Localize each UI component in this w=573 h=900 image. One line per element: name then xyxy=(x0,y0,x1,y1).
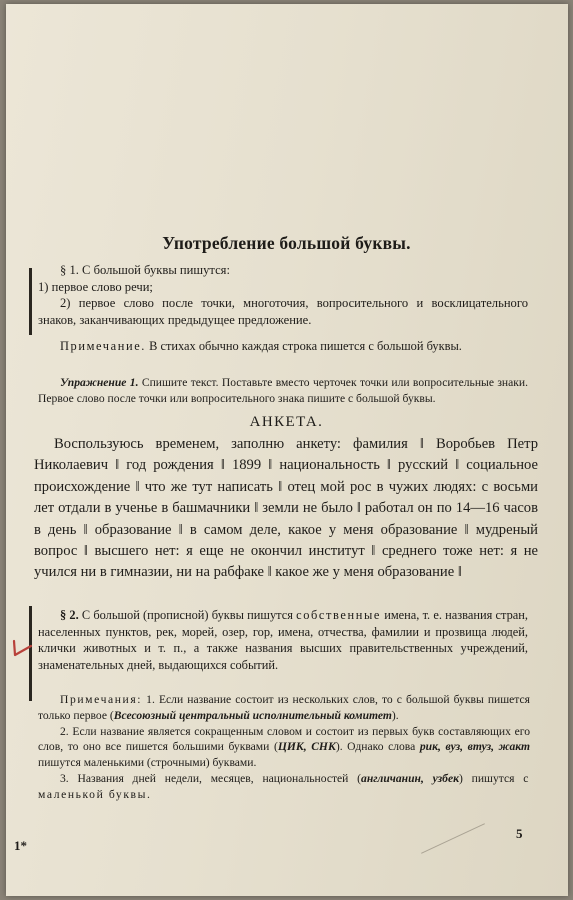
section-1-heading: § 1. С большой буквы пишутся: xyxy=(60,263,230,277)
note-2-3-text: 3. Названия дней недели, месяцев, национальностей ( xyxy=(60,771,362,785)
section-2-text-a: С большой (прописной) буквы пишутся xyxy=(78,608,297,622)
anketa-text: Воспользуюсь временем, заполню анкету: фамилия ‖ Воробьев Петр Николаевич ‖ год рождения ‖ 1899 ‖ национальность ‖ русский ‖ социальное происхождение ‖ что же тут написать ‖ отец мой рос в чужих людях: с восьми лет отдали в ученье в башмачники ‖ земли не было ‖ работал он по 14—16 часов в день ‖ образование ‖ в самом деле, какое у меня образование ‖ мудреный вопрос ‖ высшего нет: я еще не окончил институт ‖ среднего тоже нет: я не учился ни в гимназии, ни на рабфаке ‖ какое же у меня образование ‖ xyxy=(34,436,538,581)
note-2-3 xyxy=(38,771,530,803)
section-2-text-b: имена, т. е. названия стран, населенных пунктов, рек, морей, озер, гор, имена, отчества, фамилии и прозвища людей, клички животных и т. п., а также названия высших правительственных учреждений, знаменательных дней, выдающихся событий. xyxy=(38,608,528,672)
note-2-3-end: . xyxy=(147,787,150,801)
margin-rule-section1 xyxy=(29,268,32,335)
note-1 xyxy=(38,338,528,354)
note-2-2-mid: ). Однако слова xyxy=(335,740,420,754)
section-1-item-1: 1) первое слово речи; xyxy=(38,279,153,294)
note-2-2 xyxy=(38,724,530,771)
note-2-1-text: 1. Если название состоит из нескольких слов, то с большой буквы пишется только первое ( xyxy=(38,693,530,722)
exercise-1-text: Спишите текст. Поставьте вместо черточек точки или вопросительные знаки. Первое слово после точки или вопросительного знака пишите с большой буквы. xyxy=(38,376,529,405)
note-2-2-example: ЦИК, СНК xyxy=(277,740,336,754)
note-2-2-end: пишутся маленькими (строчными) буквами. xyxy=(38,756,257,770)
note-1-label: Примечание. xyxy=(60,339,146,353)
exercise-1-label: Упражнение 1. xyxy=(60,376,139,389)
note-2-1-end: ). xyxy=(391,708,399,722)
exercise-1 xyxy=(38,375,528,407)
note-2-1 xyxy=(38,692,530,724)
note-2-2-words: рик, вуз, втуз, жакт xyxy=(419,740,531,754)
note-2-3-mid: ) пишутся xyxy=(459,771,524,785)
handwritten-check-mark-icon xyxy=(9,636,35,660)
anketa-heading: АНКЕТА. xyxy=(249,414,324,430)
section-2-number: § 2. xyxy=(60,608,79,622)
section-2-notes xyxy=(38,692,530,803)
section-1 xyxy=(38,262,528,328)
section-1-item-2: 2) первое слово после точки, многоточия, вопросительного и восклицательного знаков, заканчивающих предыдущее предложение. xyxy=(38,296,528,327)
note-2-1-example: Всесоюзный центральный исполнительный комитет xyxy=(113,708,392,722)
note-1-text: В стихах обычно каждая строка пишется с большой буквы. xyxy=(146,339,462,353)
note-2-3-example: англичанин, узбек xyxy=(361,771,459,785)
section-2-spaced-word: собственные xyxy=(296,608,381,622)
signature-mark: 1* xyxy=(14,838,27,853)
note-2-2-text: 2. Если название является сокращенным словом и состоит из первых букв составляющих его слов, то оно все пишется большими буквами ( xyxy=(38,724,530,754)
section-2 xyxy=(38,607,528,673)
page-number: 5 xyxy=(516,826,523,841)
note-2-3-spaced: с маленькой буквы xyxy=(38,771,530,801)
notes-label: Примечания: xyxy=(60,693,143,706)
page-title: Употребление большой буквы. xyxy=(162,233,411,253)
